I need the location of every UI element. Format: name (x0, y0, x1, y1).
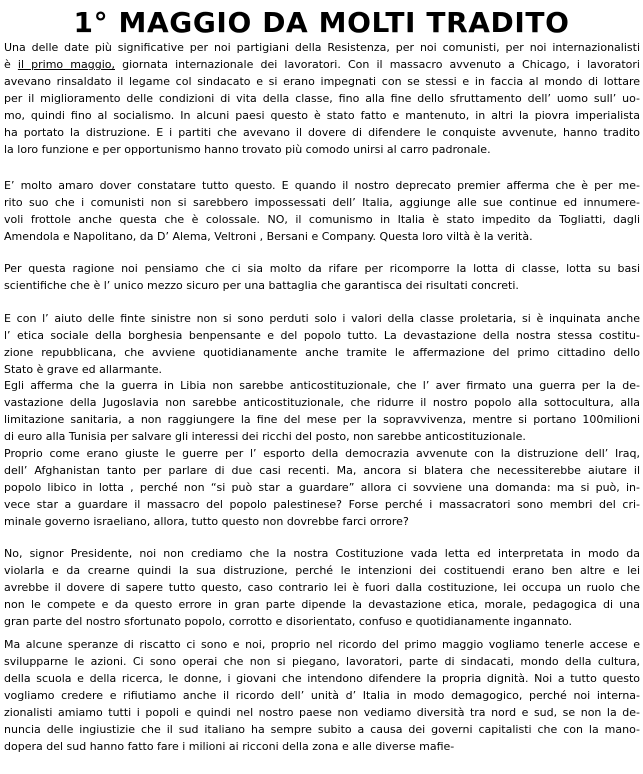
text-line: rito suo che i comunisti non si sarebbero impossessati dell’ Italia, aggiunge alle sue continue ed innumere- (4, 196, 640, 209)
text-line: E con l’ aiuto delle finte sinistre non si sono perduti solo i valori della classe proletaria, si è inquinata anche (4, 312, 640, 325)
text-line: dell’ Afghanistan tanto per parlare di due casi recenti. Ma, ancora si blatera che necessiterebbe aiutare il (4, 464, 640, 477)
text-line: la loro funzione e per opportunismo hanno trovato più comodo unirsi al carro padronale. (4, 143, 491, 156)
text-line: avevano rinsaldato il legame col sindacato e si erano impegnati con se stessi e in faccia al mondo di lottare (4, 75, 640, 88)
text-line: mo, quindi fino al socialismo. In alcuni paesi questo è stato fatto e mantenuto, in altri la piovra imperialista (4, 109, 640, 122)
text-line: scientifiche che è l’ unico mezzo sicuro per una battaglia che garantisca dei risultati concreti. (4, 279, 519, 292)
text-line: vece star a guardare il massacro del popolo palestinese? Forse perché i massacratori sono membri del cri- (4, 498, 640, 511)
text-line: nuncia delle ingiustizie che il sud italiano ha sempre subito a causa dei governi capitalisti che con la mano- (4, 723, 640, 736)
text-line: vogliamo credere e rifiutiamo anche il ricordo dell’ unità d’ Italia in modo demagogico, perché noi interna- (4, 689, 640, 702)
text-line: dopera del sud hanno fatto fare i milioni ai ricconi della zona e alle diverse mafie- (4, 740, 455, 753)
text-line: non le compete e da questo errore in gran parte dipende la devastazione etica, morale, pedagogica di una (4, 598, 640, 611)
text-line: voli frottole anche questa che è colossale. NO, il comunismo in Italia è stato impedito da Togliatti, dagli (4, 213, 640, 226)
text-line: limitazione sanitaria, a non raggiungere la fine del mese per la sopravvivenza, mentre si portano 100milioni (4, 413, 640, 426)
document-title: 1° MAGGIO DA MOLTI TRADITO (73, 6, 570, 39)
paragraph-4 (4, 310, 640, 378)
text-line (4, 56, 640, 73)
text-line: violarla e da crearne quindi la sua distruzione, perché le intenzioni dei costituendi erano ben altre e lei (4, 564, 640, 577)
paragraph-1 (4, 39, 640, 158)
paragraph-3 (4, 260, 640, 294)
text-line: ha portato la distruzione. E i partiti che avevano il dovere di difendere le conquiste avvenute, hanno tradito (4, 126, 640, 139)
text-line: zione repubblicana, che avviene quotidianamente anche tramite le affermazione del primo cittadino dello (4, 346, 640, 359)
underlined-text: il primo maggio, (17, 58, 115, 71)
text-line: popolo libico in lotta , perché non “si può star a guardare” allora ci sovviene una domanda: ma si può, in- (4, 481, 640, 494)
text-line: minale governo israeliano, allora, tutto questo non dovrebbe farci orrore? (4, 515, 409, 528)
text-line: Amendola e Napolitano, da D’ Alema, Veltroni , Bersani e Company. Questa loro viltà è la verità. (4, 230, 533, 243)
text-line: della scuola e della ricerca, le donne, i giovani che intendono difendere la propria dignità. Noi a tutto questo (4, 672, 640, 685)
text-line: E’ molto amaro dover constatare tutto questo. E quando il nostro deprecato premier afferma che è per me- (4, 179, 640, 192)
text-line: gran parte del nostro sfortunato popolo, corrotto e disorientato, confuso e quotidianamente ingannato. (4, 615, 573, 628)
text-line: l’ etica sociale della borghesia benpensante e del popolo tutto. La devastazione della nostra stessa costitu- (4, 329, 640, 342)
text-segment: è (4, 58, 18, 71)
text-line: Una delle date più significative per noi partigiani della Resistenza, per noi comunisti, per noi internazionalisti (4, 41, 640, 54)
text-line: avrebbe il dovere di sapere tutto questo, caso contrario lei è fuori dalla costituzione, lei occupa un ruolo che (4, 581, 640, 594)
text-line: Proprio come erano giuste le guerre per l’ esporto della democrazia avvenute con la distruzione dell’ Iraq, (4, 447, 640, 460)
text-line: vastazione della Jugoslavia non sarebbe anticostituzionale, che ridurre il nostro popolo alla sottocultura, alla (4, 396, 640, 409)
text-line: per il miglioramento delle condizioni di vita della classe, fino alla fine dello sfruttamento dell’ uomo sull’ uo- (4, 92, 640, 105)
text-line: Stato è grave ed allarmante. (4, 363, 163, 376)
text-line: Ma alcune speranze di riscatto ci sono e noi, proprio nel ricordo del primo maggio vogliamo tenerle accese e (4, 638, 640, 651)
paragraph-5 (4, 377, 640, 530)
text-line: No, signor Presidente, noi non crediamo che la nostra Costituzione vada letta ed interpretata in modo da (4, 547, 640, 560)
text-segment: giornata internazionale dei lavoratori. Con il massacro avvenuto a Chicago, i lavoratori (114, 58, 640, 71)
text-line: svilupparne le azioni. Ci sono operai che non si piegano, lavoratori, parte di sindacati, mondo della cultura, (4, 655, 640, 668)
text-line: di euro alla Tunisia per salvare gli interessi dei ricchi del posto, non sarebbe anticostituzionale. (4, 430, 526, 443)
paragraph-7 (4, 636, 640, 755)
paragraph-2 (4, 177, 640, 245)
text-line: Per questa ragione noi pensiamo che ci sia molto da rifare per ricomporre la lotta di classe, lotta su basi (4, 262, 640, 275)
paragraph-6 (4, 545, 640, 630)
text-line: zionalisti amiamo tutti i popoli e quindi nel nostro paese non vediamo diversità tra nord e sud, se non la de- (4, 706, 640, 719)
text-line: Egli afferma che la guerra in Libia non sarebbe anticostituzionale, che l’ aver firmato una guerra per la de- (4, 379, 640, 392)
